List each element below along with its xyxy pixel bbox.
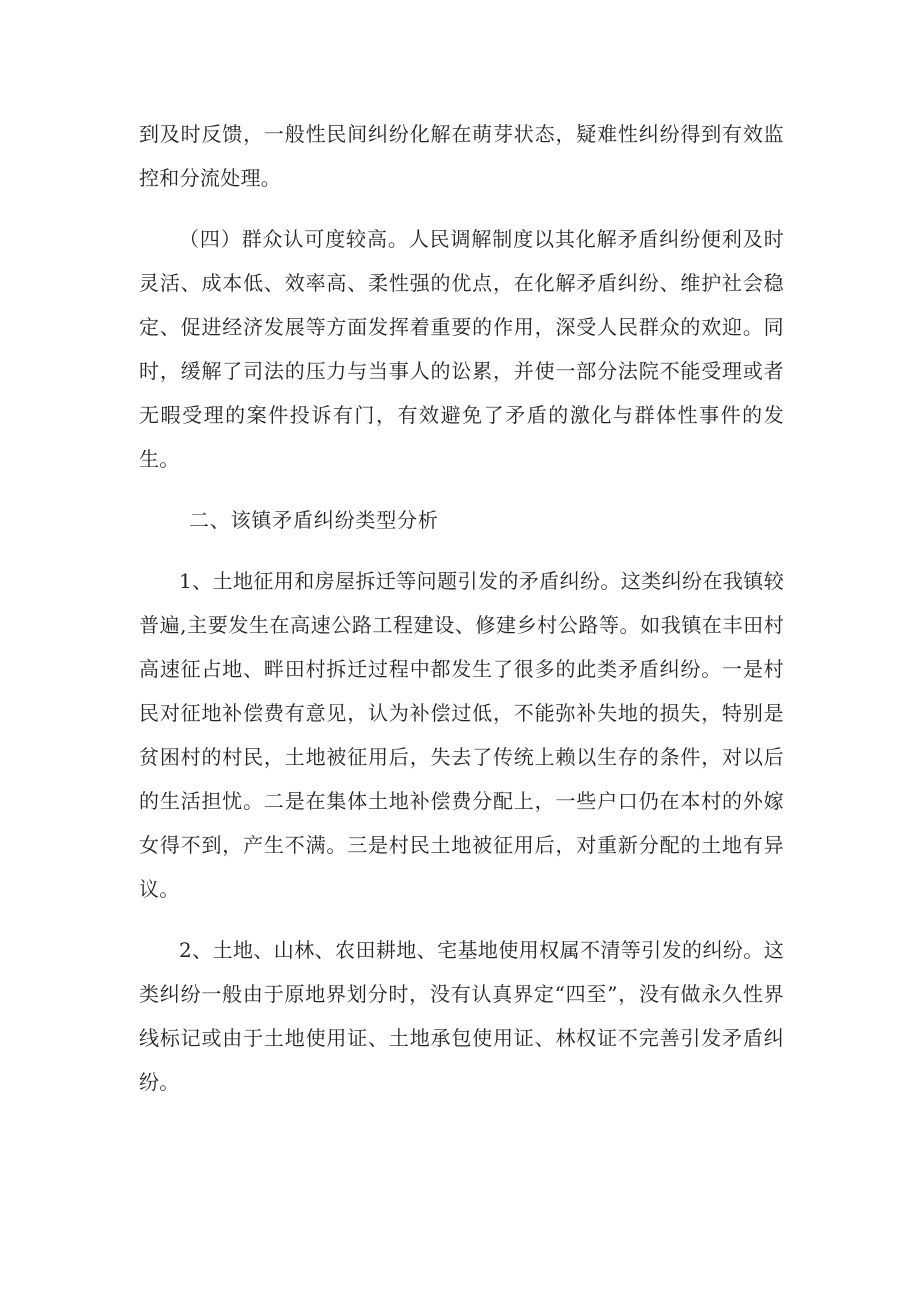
paragraph-item-two: 2、土地、山林、农田耕地、宅基地使用权属不清等引发的纠纷。这类纠纷一般由于原地界划分时，没有认真界定“四至”，没有做永久性界线标记或由于土地使用证、土地承包使用证、林权证不完善引发矛盾纠纷。	[139, 938, 784, 1094]
section-heading-dispute-types: 二、该镇矛盾纠纷类型分析	[189, 508, 439, 532]
document-body	[139, 112, 784, 1121]
paragraph-item-one: 1、土地征用和房屋拆迁等问题引发的矛盾纠纷。这类纠纷在我镇较普遍,主要发生在高速公路工程建设、修建乡村公路等。如我镇在丰田村高速征占地、畔田村拆迁过程中都发生了很多的此类矛盾纠纷。一是村民对征地补偿费有意见，认为补偿过低，不能弥补失地的损失，特别是贫困村的村民，土地被征用后，失去了传统上赖以生存的条件，对以后的生活担忧。二是在集体土地补偿费分配上，一些户口仍在本村的外嫁女得不到，产生不满。三是村民土地被征用后，对重新分配的土地有异议。	[139, 569, 784, 901]
paragraph-continuation: 到及时反馈，一般性民间纠纷化解在萌芽状态，疑难性纠纷得到有效监控和分流处理。	[139, 122, 784, 190]
paragraph-section-four: （四）群众认可度较高。人民调解制度以其化解矛盾纠纷便利及时灵活、成本低、效率高、柔性强的优点，在化解矛盾纠纷、维护社会稳定、促进经济发展等方面发挥着重要的作用，深受人民群众的欢迎。同时，缓解了司法的压力与当事人的讼累，并使一部分法院不能受理或者无暇受理的案件投诉有门，有效避免了矛盾的激化与群体性事件的发生。	[139, 227, 784, 471]
